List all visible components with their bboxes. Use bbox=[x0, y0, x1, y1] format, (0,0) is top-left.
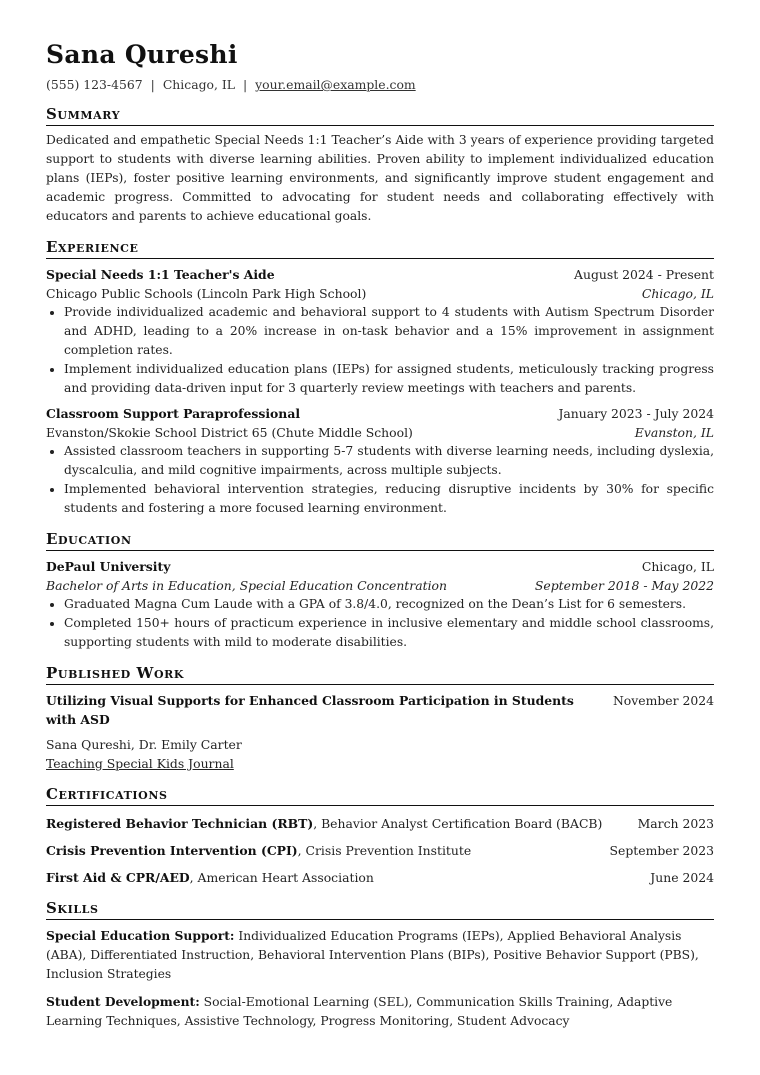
publication-authors: Sana Qureshi, Dr. Emily Carter bbox=[46, 737, 242, 752]
skill-text: Social-Emotional Learning (SEL), Communication Skills Training, Adaptive Learning Techniques, Assistive Technology, Progress Monitoring, Student Advocacy bbox=[46, 995, 673, 1028]
job-org: Chicago Public Schools (Lincoln Park High School) bbox=[46, 286, 367, 301]
education-dates: September 2018 - May 2022 bbox=[534, 578, 714, 593]
publication-title: Utilizing Visual Supports for Enhanced Classroom Participation in Students with ASD bbox=[46, 693, 574, 727]
published-work-section bbox=[46, 664, 714, 773]
section-title: Summary bbox=[46, 105, 714, 126]
skill-label: Special Education Support: bbox=[46, 928, 235, 943]
contact-separator: | bbox=[150, 77, 155, 92]
job-dates: August 2024 - Present bbox=[574, 267, 714, 282]
certification-item bbox=[46, 841, 714, 860]
cert-issuer: , Crisis Prevention Institute bbox=[297, 843, 472, 858]
bullet-item: • Assisted classroom teachers in supporting 5-7 students with diverse learning needs, including dyslexia, dyscalculia, and mild cognitive impairments, across multiple subjects. bbox=[64, 442, 714, 480]
publication-date: November 2024 bbox=[612, 693, 714, 708]
job-role: Classroom Support Paraprofessional bbox=[46, 406, 301, 421]
job-entry bbox=[46, 265, 714, 398]
bullet-item: • Completed 150+ hours of practicum experience in inclusive elementary and middle school classrooms, supporting students with mild to moderate disabilities. bbox=[64, 614, 714, 652]
candidate-name: Sana Qureshi bbox=[46, 40, 238, 69]
skill-text: Individualized Education Programs (IEPs), Applied Behavioral Analysis (ABA), Differentiated Instruction, Behavioral Intervention Plans (BIPs), Positive Behavior Support (PBS), Inclusion Strategies bbox=[46, 929, 699, 981]
bullet-item: • Provide individualized academic and behavioral support to 4 students with Autism Spectrum Disorder and ADHD, leading to a 20% increase in on-task behavior and a 15% improvement in assignment completion rates. bbox=[64, 303, 714, 360]
contact-separator: | bbox=[242, 77, 248, 92]
certification-item bbox=[46, 814, 714, 833]
cert-name: Registered Behavior Technician (RBT) bbox=[46, 816, 314, 831]
job-dates: January 2023 - July 2024 bbox=[558, 406, 714, 421]
job-role: Special Needs 1:1 Teacher's Aide bbox=[46, 267, 275, 282]
skill-group bbox=[46, 926, 714, 984]
degree: Bachelor of Arts in Education, Special Education Concentration bbox=[46, 578, 447, 593]
cert-issuer: , American Heart Association bbox=[189, 870, 374, 885]
bullet-item: • Implement individualized education plans (IEPs) for assigned students, meticulously tracking progress and providing data-driven input for 3 quarterly review meetings with teachers and parents. bbox=[64, 360, 714, 398]
education-entry bbox=[46, 557, 714, 652]
bullet-item: • Graduated Magna Cum Laude with a GPA of 3.8/4.0, recognized on the Dean’s List for 6 semesters. bbox=[64, 595, 714, 614]
bullet-item: • Implemented behavioral intervention strategies, reducing disruptive incidents by 30% for specific students and fostering a more focused learning environment. bbox=[64, 480, 714, 518]
cert-name: Crisis Prevention Intervention (CPI) bbox=[46, 843, 298, 858]
contact-line bbox=[46, 76, 714, 93]
education-bullets bbox=[46, 595, 714, 652]
job-location: Chicago, IL bbox=[641, 286, 714, 301]
section-title: Published Work bbox=[46, 664, 714, 685]
cert-date: September 2023 bbox=[609, 843, 714, 858]
certification-item bbox=[46, 868, 714, 887]
school-location: Chicago, IL bbox=[641, 559, 714, 574]
section-title: Skills bbox=[46, 899, 714, 920]
section-title: Experience bbox=[46, 238, 714, 259]
email-link[interactable]: your.email@example.com bbox=[255, 77, 416, 92]
summary-section bbox=[46, 105, 714, 226]
skill-label: Student Development: bbox=[46, 994, 200, 1009]
job-entry bbox=[46, 404, 714, 518]
job-org: Evanston/Skokie School District 65 (Chute Middle School) bbox=[46, 425, 413, 440]
section-title: Certifications bbox=[46, 785, 714, 806]
school-name: DePaul University bbox=[46, 559, 171, 574]
summary-text: Dedicated and empathetic Special Needs 1:1 Teacher’s Aide with 3 years of experience providing targeted support to students with diverse learning abilities. Proven ability to implement individualized education plans (IEPs), foster positive learning environments, and significantly improve student engagement and academic progress. Committed to advocating for student needs and collaborating effectively with educators and parents to achieve educational goals. bbox=[46, 133, 714, 223]
publication-journal: Teaching Special Kids Journal bbox=[46, 756, 234, 771]
location: Chicago, IL bbox=[162, 77, 235, 92]
job-bullets bbox=[46, 442, 714, 518]
cert-date: June 2024 bbox=[650, 870, 714, 885]
experience-section bbox=[46, 238, 714, 518]
section-title: Education bbox=[46, 530, 714, 551]
cert-issuer: , Behavior Analyst Certification Board (BACB) bbox=[313, 816, 603, 831]
cert-name: First Aid & CPR/AED bbox=[46, 870, 190, 885]
job-bullets bbox=[46, 303, 714, 398]
skill-group bbox=[46, 992, 714, 1031]
skills-section bbox=[46, 899, 714, 1031]
job-location: Evanston, IL bbox=[634, 425, 714, 440]
phone-number: (555) 123-4567 bbox=[46, 77, 143, 92]
certifications-section bbox=[46, 785, 714, 887]
cert-date: March 2023 bbox=[637, 816, 714, 831]
education-section bbox=[46, 530, 714, 652]
